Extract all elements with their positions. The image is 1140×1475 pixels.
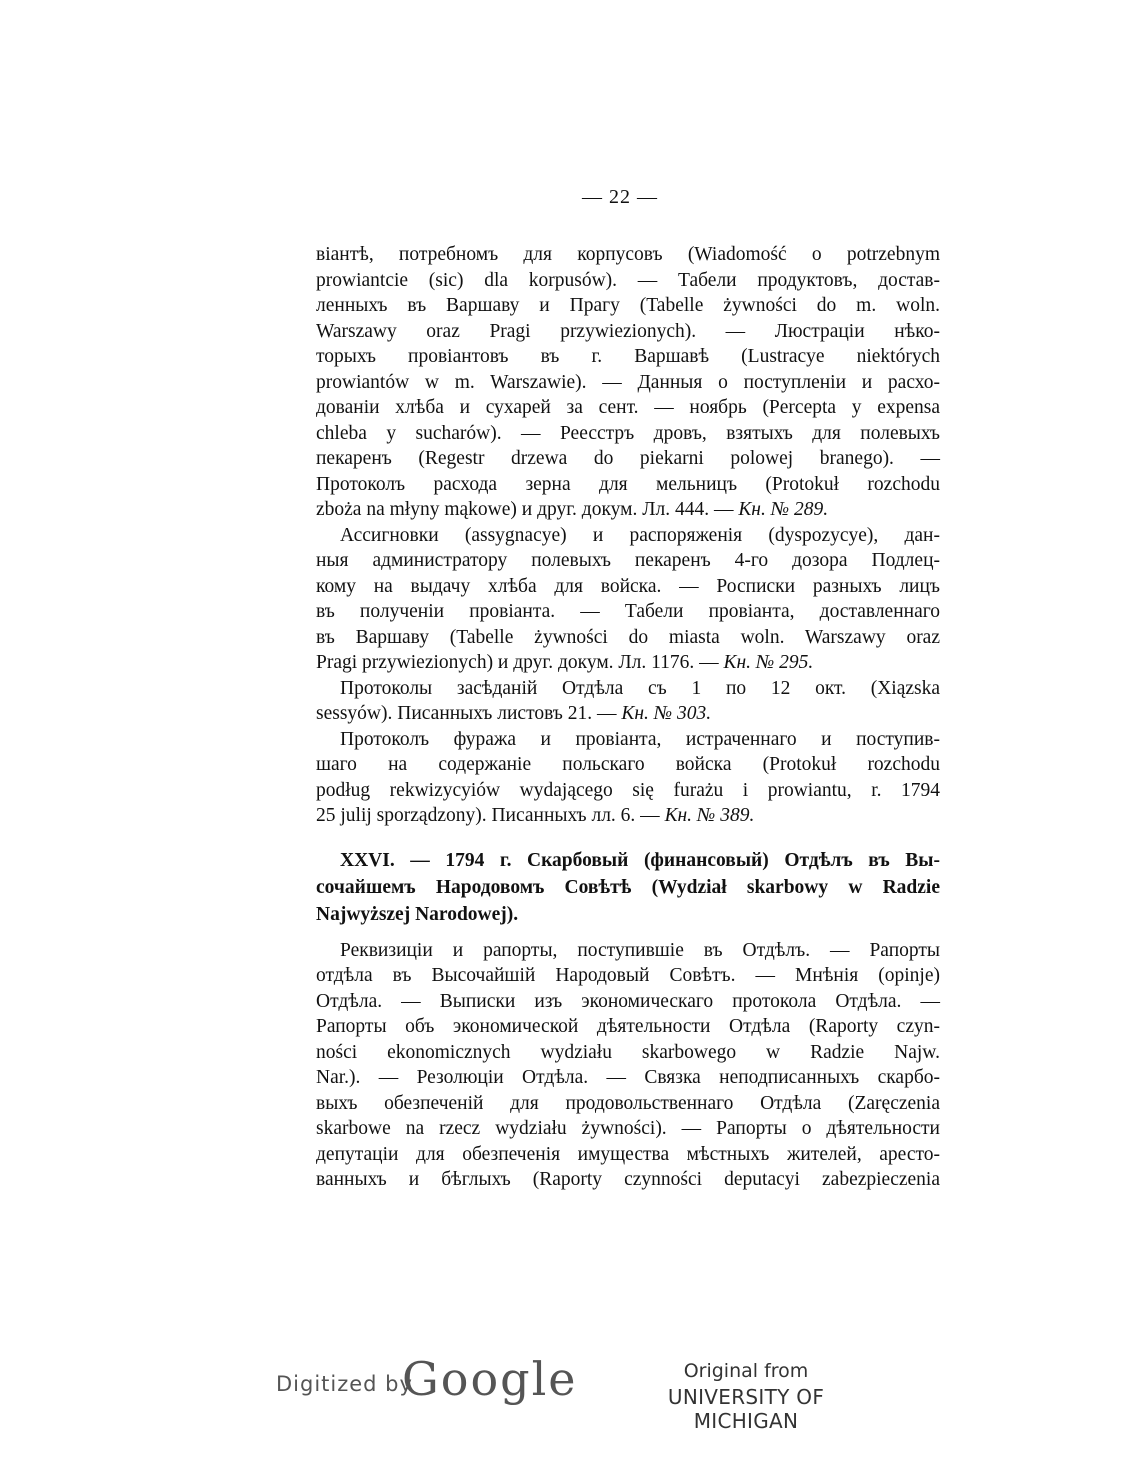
text-line: prowiantów w m. Warszawie). — Данныя о поступленіи и расхо- (316, 371, 940, 393)
page-number: — 22 — (582, 186, 658, 208)
digitized-by-label: Digitized by (276, 1372, 413, 1396)
text-line: дованіи хлѣба и сухарей за сент. — ноябрь (Percepta y expensa (316, 397, 940, 418)
digitization-footer (0, 1352, 1140, 1433)
text-line: пекаренъ (Regestr drzewa do piekarni polowej branego). — (316, 448, 940, 469)
paragraph-2 (316, 523, 940, 676)
text-line: въ полученіи провіанта. — Табели провіанта, доставленнаго (316, 601, 940, 622)
paragraph-1 (316, 242, 940, 523)
text-line: торыхъ провіантовъ въ г. Варшавѣ (Lustracye niektórych (316, 346, 940, 367)
text-line: Отдѣла. — Выписки изъ экономическаго протокола Отдѣла. — (316, 990, 940, 1012)
text-line: chleba y sucharów). — Реесстръ дровъ, взятыхъ для полевыхъ (316, 422, 940, 444)
text-line: депутаціи для обезпеченія имущества мѣстныхъ жителей, аресто- (316, 1143, 940, 1165)
paragraph-4 (316, 727, 940, 829)
text-line-last (316, 701, 940, 727)
text-line: ванныхъ и бѣглыхъ (Raporty czynności deputacyi zabezpieczenia (316, 1169, 940, 1190)
text-line: Протоколы засѣданій Отдѣла съ 1 по 12 окт. (Xiązska (340, 677, 940, 699)
book-reference: Кн. № 389. (664, 805, 755, 826)
text-line: podług rekwizycyiów wydającego się furażu i prowiantu, r. 1794 (316, 779, 940, 801)
text-line-last (316, 803, 940, 829)
university-label: UNIVERSITY OF MICHIGAN (667, 1385, 825, 1433)
text-fragment: Pragi przywiezionych) и друг. докум. Лл. 1176. — (316, 652, 724, 673)
section-paragraph (316, 938, 940, 1193)
text-line: отдѣла въ Высочайшій Народовый Совѣтъ. — Мнѣнія (opinje) (316, 965, 940, 986)
text-line: Протоколъ фуража и провіанта, истраченнаго и поступив- (340, 728, 940, 750)
book-reference: Кн. № 295. (723, 652, 814, 673)
text-line: выхъ обезпеченій для продовольственнаго Отдѣла (Zaręczenia (316, 1092, 940, 1114)
heading-line: сочайшемъ Народовомъ Совѣтѣ (Wydział skarbowy w Radzie (316, 876, 940, 898)
text-fragment: 25 julij sporządzony). Писанныхъ лл. 6. — (316, 805, 665, 826)
book-reference: Кн. № 303. (621, 703, 712, 724)
main-text (316, 242, 940, 1193)
text-line: Рапорты объ экономической дѣятельности Отдѣла (Raporty czyn- (316, 1016, 940, 1037)
text-line: ności ekonomicznych wydziału skarbowego w Radzie Najw. (316, 1041, 940, 1063)
book-reference: Кн. № 289. (738, 499, 829, 520)
section-gap (316, 829, 940, 847)
text-line: шаго на содержаніе польскаго войска (Protokuł rozchodu (316, 754, 940, 775)
text-line: кому на выдачу хлѣба для войска. — Росписки разныхъ лицъ (316, 575, 940, 597)
text-line: Ассигновки (assygnacye) и распоряженія (dyspozycye), дан- (340, 524, 940, 546)
heading-gap (316, 928, 940, 938)
text-line: Реквизиціи и рапорты, поступившіе въ Отдѣлъ. — Рапорты (340, 939, 940, 961)
heading-line: Najwyższej Narodowej). (316, 903, 519, 925)
paragraph-3 (316, 676, 940, 727)
text-line: ныя администратору полевыхъ пекаренъ 4-го дозора Подлец- (316, 550, 940, 571)
text-line: Nar.). — Резолюціи Отдѣла. — Связка неподписанныхъ скарбо- (316, 1067, 940, 1088)
text-line: skarbowe na rzecz wydziału żywności). — Рапорты о дѣятельности (316, 1118, 940, 1139)
text-line-last (316, 497, 940, 523)
text-line: Warszawy oraz Pragi przywiezionych). — Люстраціи нѣко- (316, 320, 940, 342)
text-line: ленныхъ въ Варшаву и Прагу (Tabelle żywności do m. woln. (316, 295, 940, 316)
section-heading (316, 847, 940, 928)
text-line: віантѣ, потребномъ для корпусовъ (Wiadomość o potrzebnym (316, 244, 940, 265)
text-line: prowiantcie (sic) dla korpusów). — Табели продуктовъ, достав- (316, 269, 940, 291)
text-line-last (316, 650, 940, 676)
text-line: въ Варшаву (Tabelle żywności do miasta woln. Warszawy oraz (316, 626, 940, 648)
text-line: Протоколъ расхода зерна для мельницъ (Protokuł rozchodu (316, 473, 940, 495)
text-fragment: zboża na młyny mąkowe) и друг. докум. Лл. 444. — (316, 499, 739, 520)
google-logo: Google (402, 1352, 578, 1406)
original-from-label: Original from (683, 1360, 809, 1382)
heading-line: XXVI. — 1794 г. Скарбовый (финансовый) Отдѣлъ въ Вы- (340, 849, 940, 871)
text-fragment: sessyów). Писанныхъ листовъ 21. — (316, 703, 622, 724)
